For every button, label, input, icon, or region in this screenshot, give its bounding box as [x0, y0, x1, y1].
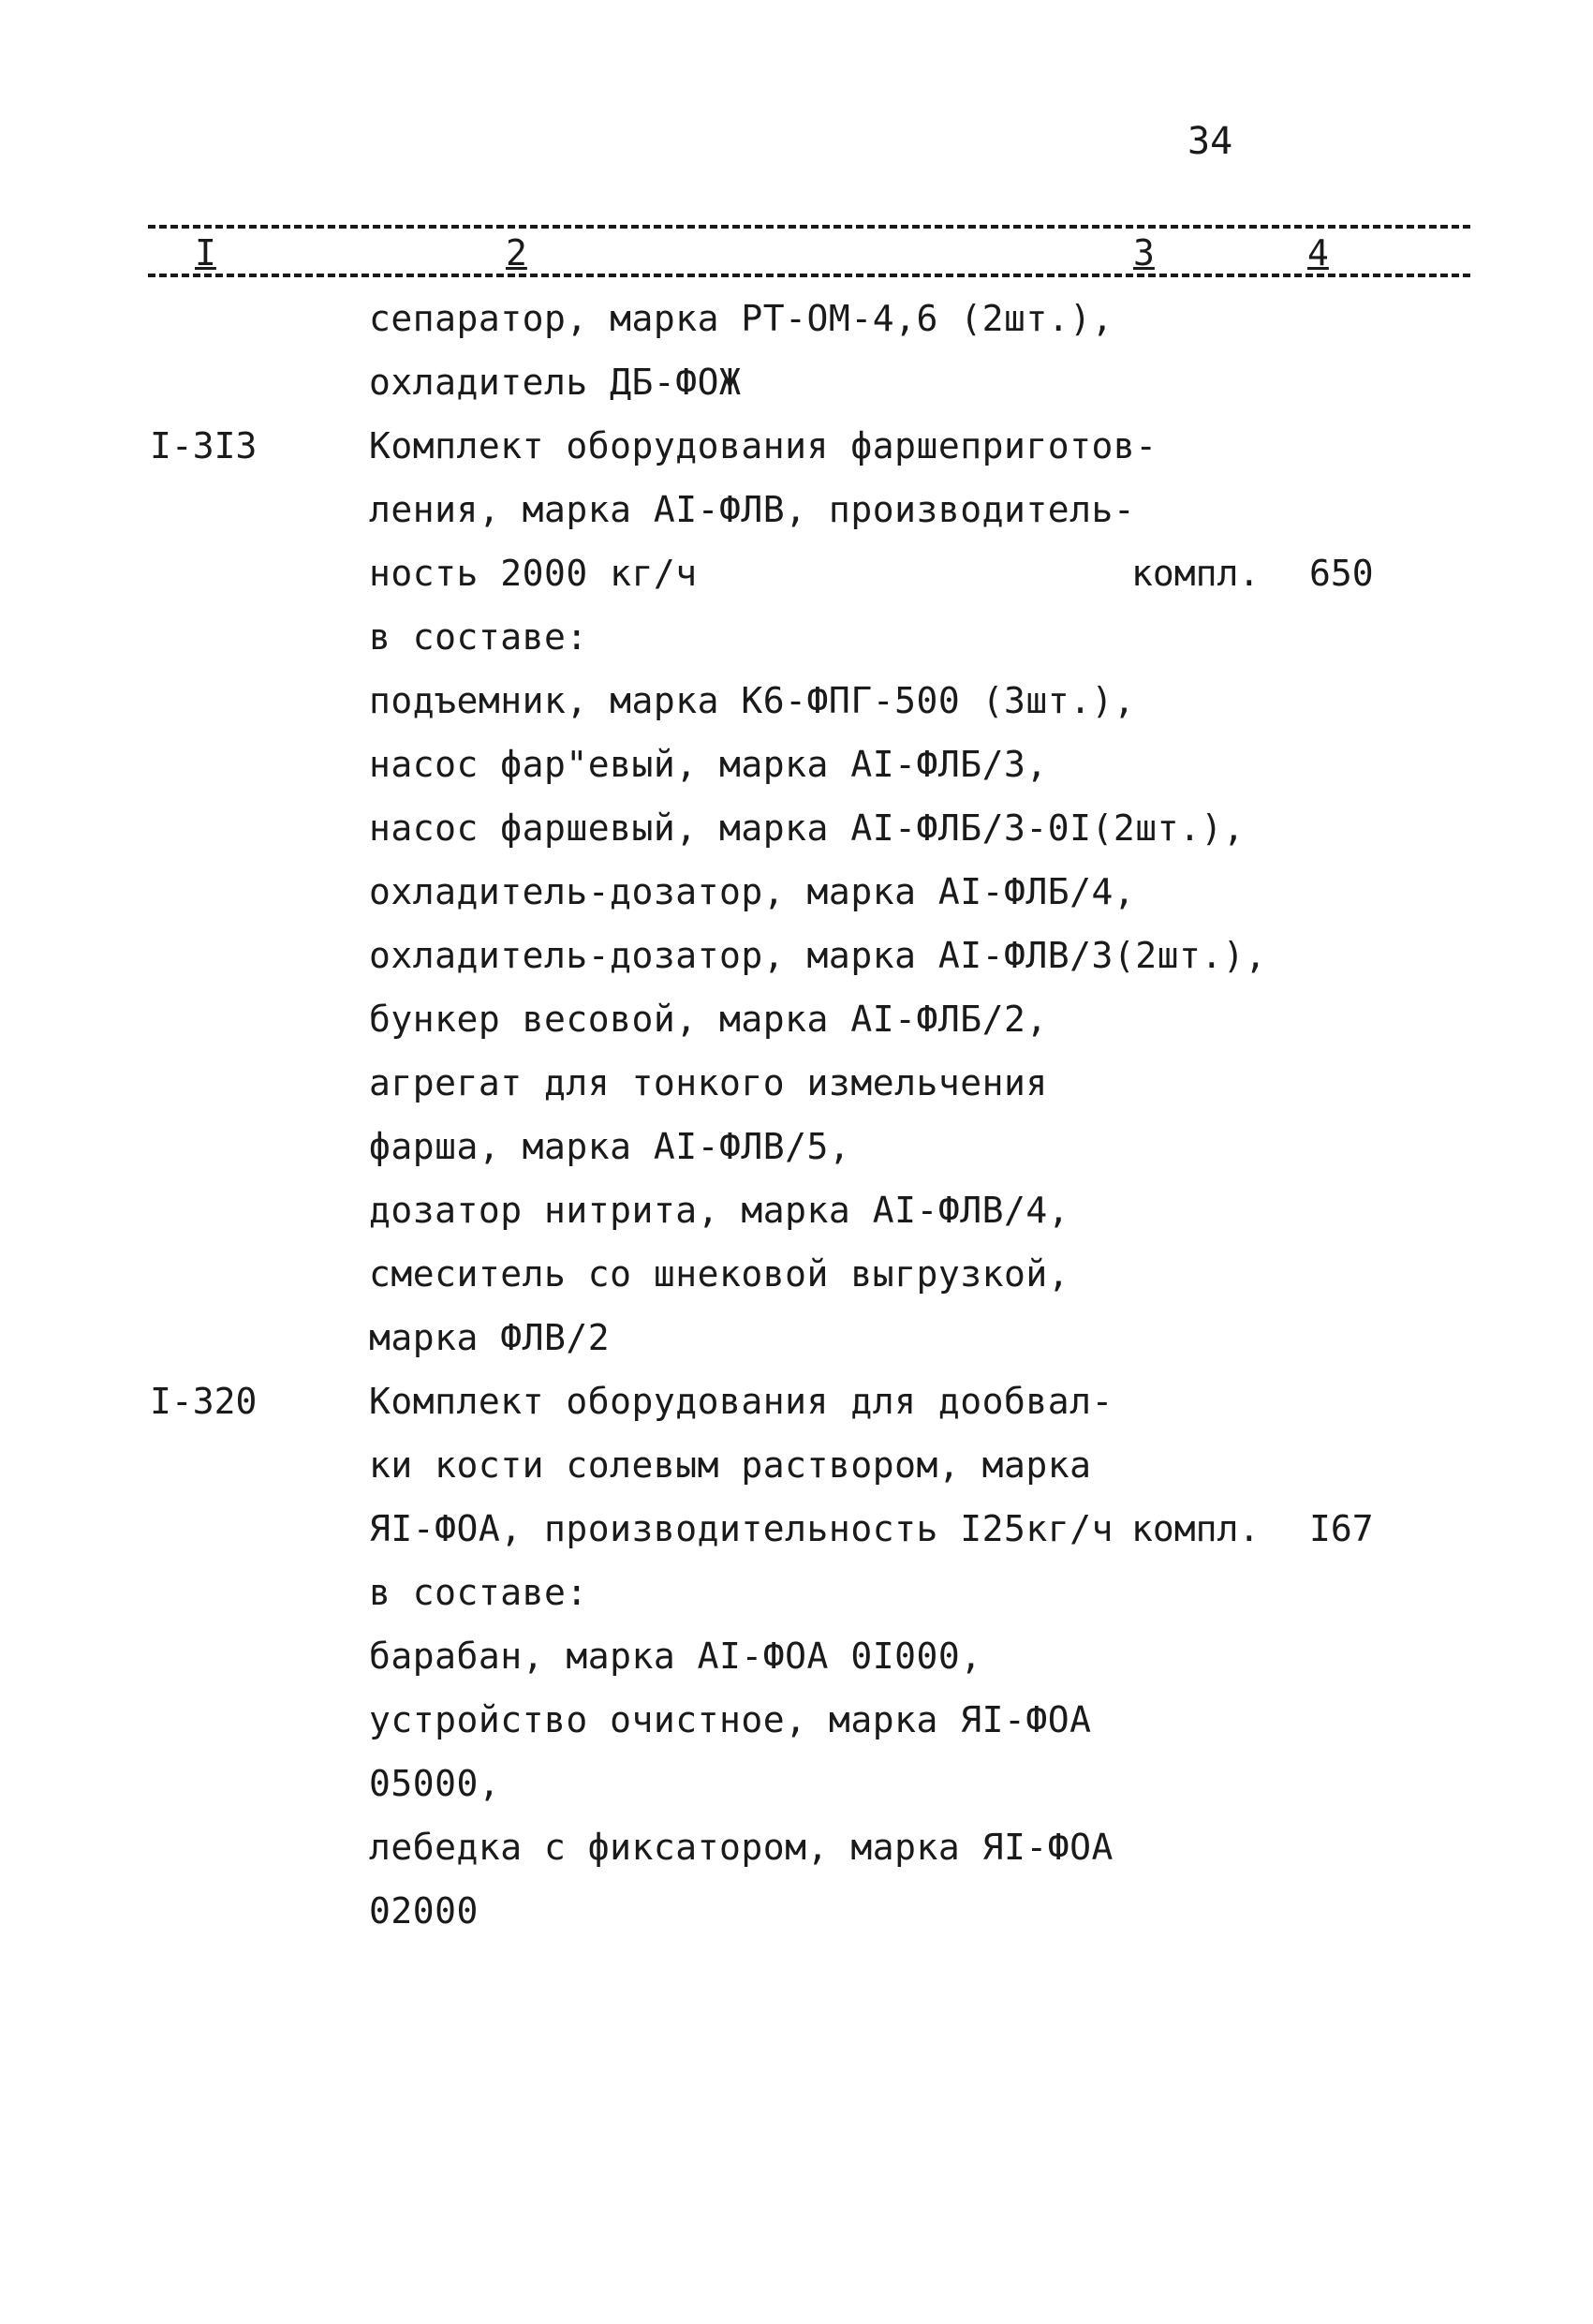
item-code: I-3I3 — [150, 425, 258, 466]
item-value: I67 — [1309, 1508, 1374, 1549]
item-line: подъемник, марка К6-ФПГ-500 (3шт.), — [369, 680, 1136, 721]
item-line: агрегат для тонкого измельчения — [369, 1062, 1048, 1103]
item-unit: компл. — [1131, 553, 1261, 594]
item-line: 02000 — [369, 1890, 479, 1932]
item-line: ЯI-ФОА, производительность I25кг/ч — [369, 1508, 1114, 1549]
item-line: фарша, марка АI-ФЛВ/5, — [369, 1126, 851, 1167]
header-rule-top — [148, 225, 1470, 229]
item-line: ки кости солевым раствором, марка — [369, 1444, 1092, 1486]
item-line: Комплект оборудования для дообвал- — [369, 1381, 1114, 1422]
item-line: насос фаршевый, марка АI-ФЛБ/3-0I(2шт.), — [369, 807, 1246, 849]
column-number-1: I — [191, 232, 220, 274]
item-line: дозатор нитрита, марка АI-ФЛВ/4, — [369, 1190, 1070, 1231]
item-line: устройство очистное, марка ЯI-ФОА — [369, 1699, 1092, 1740]
item-line: 05000, — [369, 1763, 501, 1804]
column-number-2: 2 — [502, 232, 531, 274]
item-line: охладитель-дозатор, марка АI-ФЛБ/4, — [369, 871, 1136, 912]
item-line: ления, марка АI-ФЛВ, производитель- — [369, 489, 1136, 530]
item-line: охладитель-дозатор, марка АI-ФЛВ/3(2шт.), — [369, 935, 1267, 976]
column-number-3: 3 — [1129, 232, 1158, 274]
continuation-line: охладитель ДБ-ФОЖ — [369, 362, 742, 403]
item-line: ность 2000 кг/ч — [369, 553, 698, 594]
item-line: насос фар"евый, марка АI-ФЛБ/3, — [369, 744, 1048, 785]
item-line: лебедка с фиксатором, марка ЯI-ФОА — [369, 1827, 1114, 1868]
item-line: в составе: — [369, 1572, 588, 1613]
item-line: бункер весовой, марка АI-ФЛБ/2, — [369, 999, 1048, 1040]
item-line: барабан, марка АI-ФОА 0I000, — [369, 1636, 982, 1677]
item-line: Комплект оборудования фаршеприготов- — [369, 425, 1158, 466]
header-rule-bottom — [148, 274, 1470, 277]
item-line: смеситель со шнековой выгрузкой, — [369, 1253, 1070, 1295]
item-line: в составе: — [369, 616, 588, 658]
item-value: 650 — [1309, 553, 1374, 594]
item-unit: компл. — [1131, 1508, 1261, 1549]
column-number-4: 4 — [1304, 232, 1333, 274]
page-number: 34 — [1187, 120, 1233, 163]
item-code: I-320 — [150, 1381, 258, 1422]
continuation-line: сепаратор, марка РТ-ОМ-4,6 (2шт.), — [369, 298, 1114, 339]
item-line: марка ФЛВ/2 — [369, 1317, 611, 1358]
